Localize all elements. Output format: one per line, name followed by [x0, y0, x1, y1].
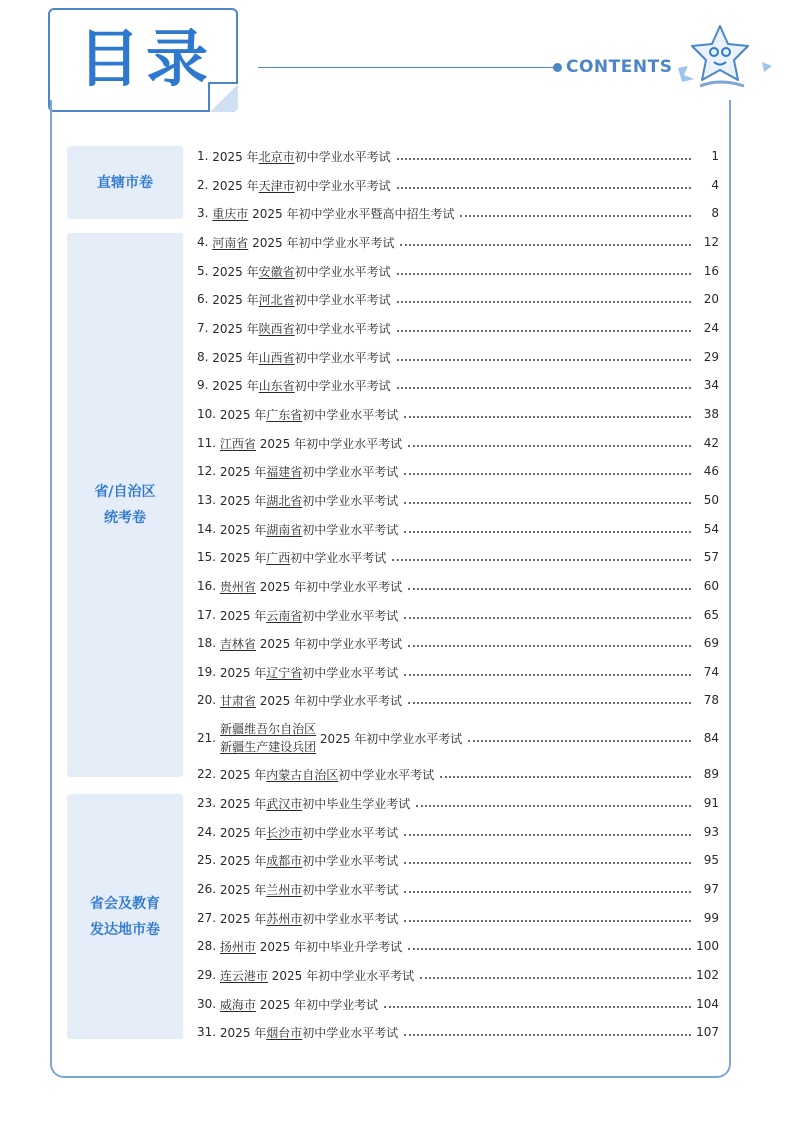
dot-leader: [397, 330, 691, 332]
entry-title-text: 初中毕业生学业考试: [302, 796, 411, 811]
entry-title-text: 2025 年初中学业水平考试: [316, 731, 463, 746]
entry-title-text: 初中学业水平考试: [302, 493, 399, 508]
toc-entry[interactable]: [197, 878, 719, 900]
page-number: 91: [703, 796, 719, 810]
dot-leader: [400, 244, 691, 246]
dot-leader: [404, 531, 691, 533]
category-label: 省/自治区 统考卷: [94, 484, 156, 526]
page-number: 29: [703, 350, 719, 364]
dot-leader: [404, 891, 691, 893]
entry-number: 3.: [197, 206, 209, 220]
entry-title-text: 2025 年: [208, 264, 259, 279]
entry-title-text: 2025 年: [216, 493, 267, 508]
entry-number: 10.: [197, 407, 217, 421]
toc-entry[interactable]: [197, 792, 719, 814]
page-number: 102: [696, 968, 719, 982]
entry-number: 7.: [197, 321, 209, 335]
entry-title-text: 2025 年初中学业水平考试: [255, 579, 403, 594]
dot-leader: [420, 977, 691, 979]
dot-leader: [397, 359, 691, 361]
entry-region: 内蒙古自治区: [266, 767, 339, 782]
toc-entry[interactable]: [197, 907, 719, 929]
entry-region: 辽宁省: [266, 665, 303, 680]
entry-title-text: 初中学业水平考试: [294, 149, 391, 164]
entry-title-text: 初中学业水平考试: [302, 825, 399, 840]
page-number: 107: [696, 1025, 719, 1039]
entry-region: 苏州市: [266, 911, 303, 926]
entry-number: 29.: [197, 968, 217, 982]
entry-number: 28.: [197, 939, 217, 953]
dot-leader: [404, 862, 691, 864]
entry-title-text: 2025 年: [208, 178, 259, 193]
toc-entry[interactable]: [197, 935, 719, 957]
dot-leader: [397, 273, 691, 275]
entry-number: 5.: [197, 264, 209, 278]
dot-leader: [440, 776, 691, 778]
entry-number: 20.: [197, 693, 217, 707]
entry-title-text: 2025 年初中学业水平考试: [255, 636, 403, 651]
entry-title-text: 2025 年: [208, 378, 259, 393]
dot-leader: [384, 1006, 691, 1008]
category-label: 直辖市卷: [97, 174, 153, 191]
entry-title-text: 2025 年初中学业水平考试: [255, 436, 403, 451]
entry-title-text: 2025 年: [216, 911, 267, 926]
entry-title-text: 2025 年: [216, 767, 267, 782]
entry-title-text: 初中学业水平考试: [302, 407, 399, 422]
entry-number: 17.: [197, 608, 217, 622]
dot-leader: [408, 948, 691, 950]
dot-leader: [397, 301, 691, 303]
entry-region: 甘肃省: [219, 693, 256, 708]
entry-title-text: 2025 年: [216, 1025, 267, 1040]
dot-leader: [404, 920, 691, 922]
page-number: 20: [703, 292, 719, 306]
toc-entry[interactable]: [197, 346, 719, 368]
toc-entry[interactable]: [197, 518, 719, 540]
entry-title-text: 初中学业水平考试: [302, 464, 399, 479]
category-provinces: [67, 233, 183, 777]
entry-number: 25.: [197, 853, 217, 867]
entry-title-text: 初中学业水平考试: [302, 1025, 399, 1040]
entry-region: 长沙市: [266, 825, 303, 840]
header-rule: [258, 67, 558, 68]
toc-entry[interactable]: [197, 604, 719, 626]
entry-region: 吉林省: [219, 636, 256, 651]
page-title: 目录: [78, 22, 215, 95]
toc-entry[interactable]: [197, 231, 719, 253]
toc-entry[interactable]: [197, 174, 719, 196]
entry-number: 21.: [197, 731, 217, 745]
page-number: 100: [696, 939, 719, 953]
entry-title-text: 初中学业水平考试: [294, 321, 391, 336]
page-number: 1: [711, 149, 719, 163]
entry-title-text: 初中学业水平考试: [294, 178, 391, 193]
dot-leader: [404, 834, 691, 836]
page-number: 12: [703, 235, 719, 249]
page-number: 93: [703, 825, 719, 839]
entry-title-text: 初中学业水平考试: [294, 350, 391, 365]
entry-title-text: 2025 年: [216, 522, 267, 537]
page-number: 60: [703, 579, 719, 593]
entry-region: 河北省: [258, 292, 295, 307]
toc-entry[interactable]: [197, 575, 719, 597]
toc-entry[interactable]: [197, 145, 719, 167]
category-label: 省会及教育 发达地市卷: [90, 895, 160, 938]
entry-title-text: 2025 年: [216, 407, 267, 422]
entry-number: 13.: [197, 493, 217, 507]
entry-title-text: 2025 年: [208, 321, 259, 336]
dot-leader: [408, 702, 691, 704]
entry-number: 18.: [197, 636, 217, 650]
dot-leader: [404, 502, 691, 504]
entry-region: 福建省: [266, 464, 303, 479]
entry-title-text: 初中学业水平考试: [302, 882, 399, 897]
entry-region: 烟台市: [266, 1025, 303, 1040]
entry-title-text: 初中学业水平考试: [294, 292, 391, 307]
entry-title-text: 2025 年: [216, 882, 267, 897]
dot-leader: [404, 1034, 691, 1036]
entry-region: 陕西省: [258, 321, 295, 336]
entry-region: 武汉市: [266, 796, 303, 811]
entry-number: 27.: [197, 911, 217, 925]
contents-label: CONTENTS: [566, 57, 673, 77]
page-number: 50: [703, 493, 719, 507]
entry-region: 连云港市: [219, 968, 268, 983]
entry-region: 威海市: [219, 997, 256, 1012]
entry-title-text: 2025 年: [216, 464, 267, 479]
dot-leader: [468, 740, 691, 742]
page-number: 38: [703, 407, 719, 421]
entry-number: 8.: [197, 350, 209, 364]
entry-title-text: 2025 年: [208, 350, 259, 365]
entry-title-text: 初中学业水平考试: [294, 378, 391, 393]
toc-entry[interactable]: [197, 849, 719, 871]
dot-leader: [416, 805, 691, 807]
entry-number: 6.: [197, 292, 209, 306]
entry-region: 广西: [266, 550, 291, 565]
page-number: 104: [696, 997, 719, 1011]
entry-number: 19.: [197, 665, 217, 679]
entry-title-text: 初中学业水平考试: [302, 608, 399, 623]
page-number: 54: [703, 522, 719, 536]
dot-leader: [404, 617, 691, 619]
header-rule-dot: [553, 63, 562, 72]
page-number: 78: [703, 693, 719, 707]
category-capital-cities: [67, 794, 183, 1039]
entry-title-text: 2025 年: [216, 550, 267, 565]
page-number: 74: [703, 665, 719, 679]
page-number: 24: [703, 321, 719, 335]
page-number: 46: [703, 464, 719, 478]
entry-number: 1.: [197, 149, 209, 163]
entry-number: 14.: [197, 522, 217, 536]
entry-region: 重庆市: [212, 206, 249, 221]
entry-region: 成都市: [266, 853, 303, 868]
page-number: 34: [703, 378, 719, 392]
entry-title-text: 2025 年初中学业水平考试: [267, 968, 415, 983]
toc-entry[interactable]: [197, 763, 719, 785]
entry-region: 湖北省: [266, 493, 303, 508]
page-number: 69: [703, 636, 719, 650]
page-number: 4: [711, 178, 719, 192]
toc-entry[interactable]: [197, 317, 719, 339]
toc-entry[interactable]: [197, 260, 719, 282]
toc-entry[interactable]: [197, 821, 719, 843]
entry-region: 江西省: [219, 436, 256, 451]
entry-title-text: 2025 年: [216, 665, 267, 680]
entry-title-text: 初中学业水平考试: [338, 767, 435, 782]
entry-number: 16.: [197, 579, 217, 593]
page-number: 65: [703, 608, 719, 622]
entry-number: 4.: [197, 235, 209, 249]
entry-number: 23.: [197, 796, 217, 810]
entry-title-text: 2025 年初中毕业升学考试: [255, 939, 403, 954]
toc-entry[interactable]: [197, 689, 719, 711]
entry-title-text: 初中学业水平考试: [302, 522, 399, 537]
toc-entry[interactable]: [197, 288, 719, 310]
entry-title-text: 2025 年: [216, 796, 267, 811]
toc-entry[interactable]: [197, 964, 719, 986]
entry-title-text: 初中学业水平考试: [302, 911, 399, 926]
entry-region: 山东省: [258, 378, 295, 393]
toc-entry[interactable]: [197, 460, 719, 482]
toc-entry[interactable]: [197, 546, 719, 568]
entry-region: 天津市: [258, 178, 295, 193]
entry-region: 兰州市: [266, 882, 303, 897]
entry-title-text: 初中学业水平考试: [302, 665, 399, 680]
entry-region: 新疆生产建设兵团: [220, 740, 317, 754]
entry-title-text: 2025 年: [208, 292, 259, 307]
dot-leader: [404, 473, 691, 475]
toc-entry[interactable]: [197, 374, 719, 396]
entry-title-text: 初中学业水平考试: [290, 550, 387, 565]
entry-title-text: 2025 年初中学业考试: [255, 997, 379, 1012]
entry-region: 北京市: [258, 149, 295, 164]
entry-title-text: 2025 年: [216, 853, 267, 868]
entry-number: 2.: [197, 178, 209, 192]
dot-leader: [397, 158, 691, 160]
entry-region: 山西省: [258, 350, 295, 365]
dot-leader: [392, 559, 691, 561]
page-number: 42: [703, 436, 719, 450]
page-number: 84: [703, 731, 719, 745]
dot-leader: [408, 445, 691, 447]
entry-title-text: 2025 年初中学业水平暨高中招生考试: [248, 206, 455, 221]
entry-number: 22.: [197, 767, 217, 781]
entry-title-text: 初中学业水平考试: [302, 853, 399, 868]
entry-title-text: 2025 年初中学业水平考试: [255, 693, 403, 708]
dot-leader: [397, 187, 691, 189]
entry-number: 11.: [197, 436, 217, 450]
toc-entry[interactable]: [197, 1021, 719, 1043]
entry-number: 12.: [197, 464, 217, 478]
dot-leader: [408, 588, 691, 590]
entry-region-stack: [220, 720, 316, 756]
entry-region: 安徽省: [258, 264, 295, 279]
category-municipalities: [67, 146, 183, 219]
page-number: 16: [703, 264, 719, 278]
entry-region: 云南省: [266, 608, 303, 623]
entry-region: 广东省: [266, 407, 303, 422]
page-number: 57: [703, 550, 719, 564]
entry-region: 新疆维吾尔自治区: [220, 722, 317, 736]
entry-region: 贵州省: [219, 579, 256, 594]
page-number: 97: [703, 882, 719, 896]
toc-entry[interactable]: [197, 432, 719, 454]
page-number: 8: [711, 206, 719, 220]
page-number: 99: [703, 911, 719, 925]
entry-number: 31.: [197, 1025, 217, 1039]
toc-entry[interactable]: [197, 661, 719, 683]
page-number: 95: [703, 853, 719, 867]
entry-title-text: 初中学业水平考试: [294, 264, 391, 279]
toc-entry[interactable]: [197, 718, 719, 758]
entry-number: 9.: [197, 378, 209, 392]
entry-number: 15.: [197, 550, 217, 564]
mascot-icon: [670, 22, 776, 92]
dot-leader: [404, 416, 691, 418]
entry-title-text: 2025 年: [208, 149, 259, 164]
toc-entry[interactable]: [197, 489, 719, 511]
dot-leader: [404, 674, 691, 676]
toc-entry[interactable]: [197, 202, 719, 224]
entry-region: 河南省: [212, 235, 249, 250]
entry-region: 湖南省: [266, 522, 303, 537]
entry-number: 24.: [197, 825, 217, 839]
entry-title-text: 2025 年: [216, 825, 267, 840]
dot-leader: [460, 215, 691, 217]
entry-region: 扬州市: [219, 939, 256, 954]
page-number: 89: [703, 767, 719, 781]
entry-title-text: 2025 年初中学业水平考试: [248, 235, 395, 250]
dot-leader: [397, 387, 691, 389]
toc-entry[interactable]: [197, 993, 719, 1015]
toc-entry[interactable]: [197, 632, 719, 654]
dot-leader: [408, 645, 691, 647]
entry-title-text: 2025 年: [216, 608, 267, 623]
toc-entry[interactable]: [197, 403, 719, 425]
entry-number: 26.: [197, 882, 217, 896]
entry-number: 30.: [197, 997, 217, 1011]
